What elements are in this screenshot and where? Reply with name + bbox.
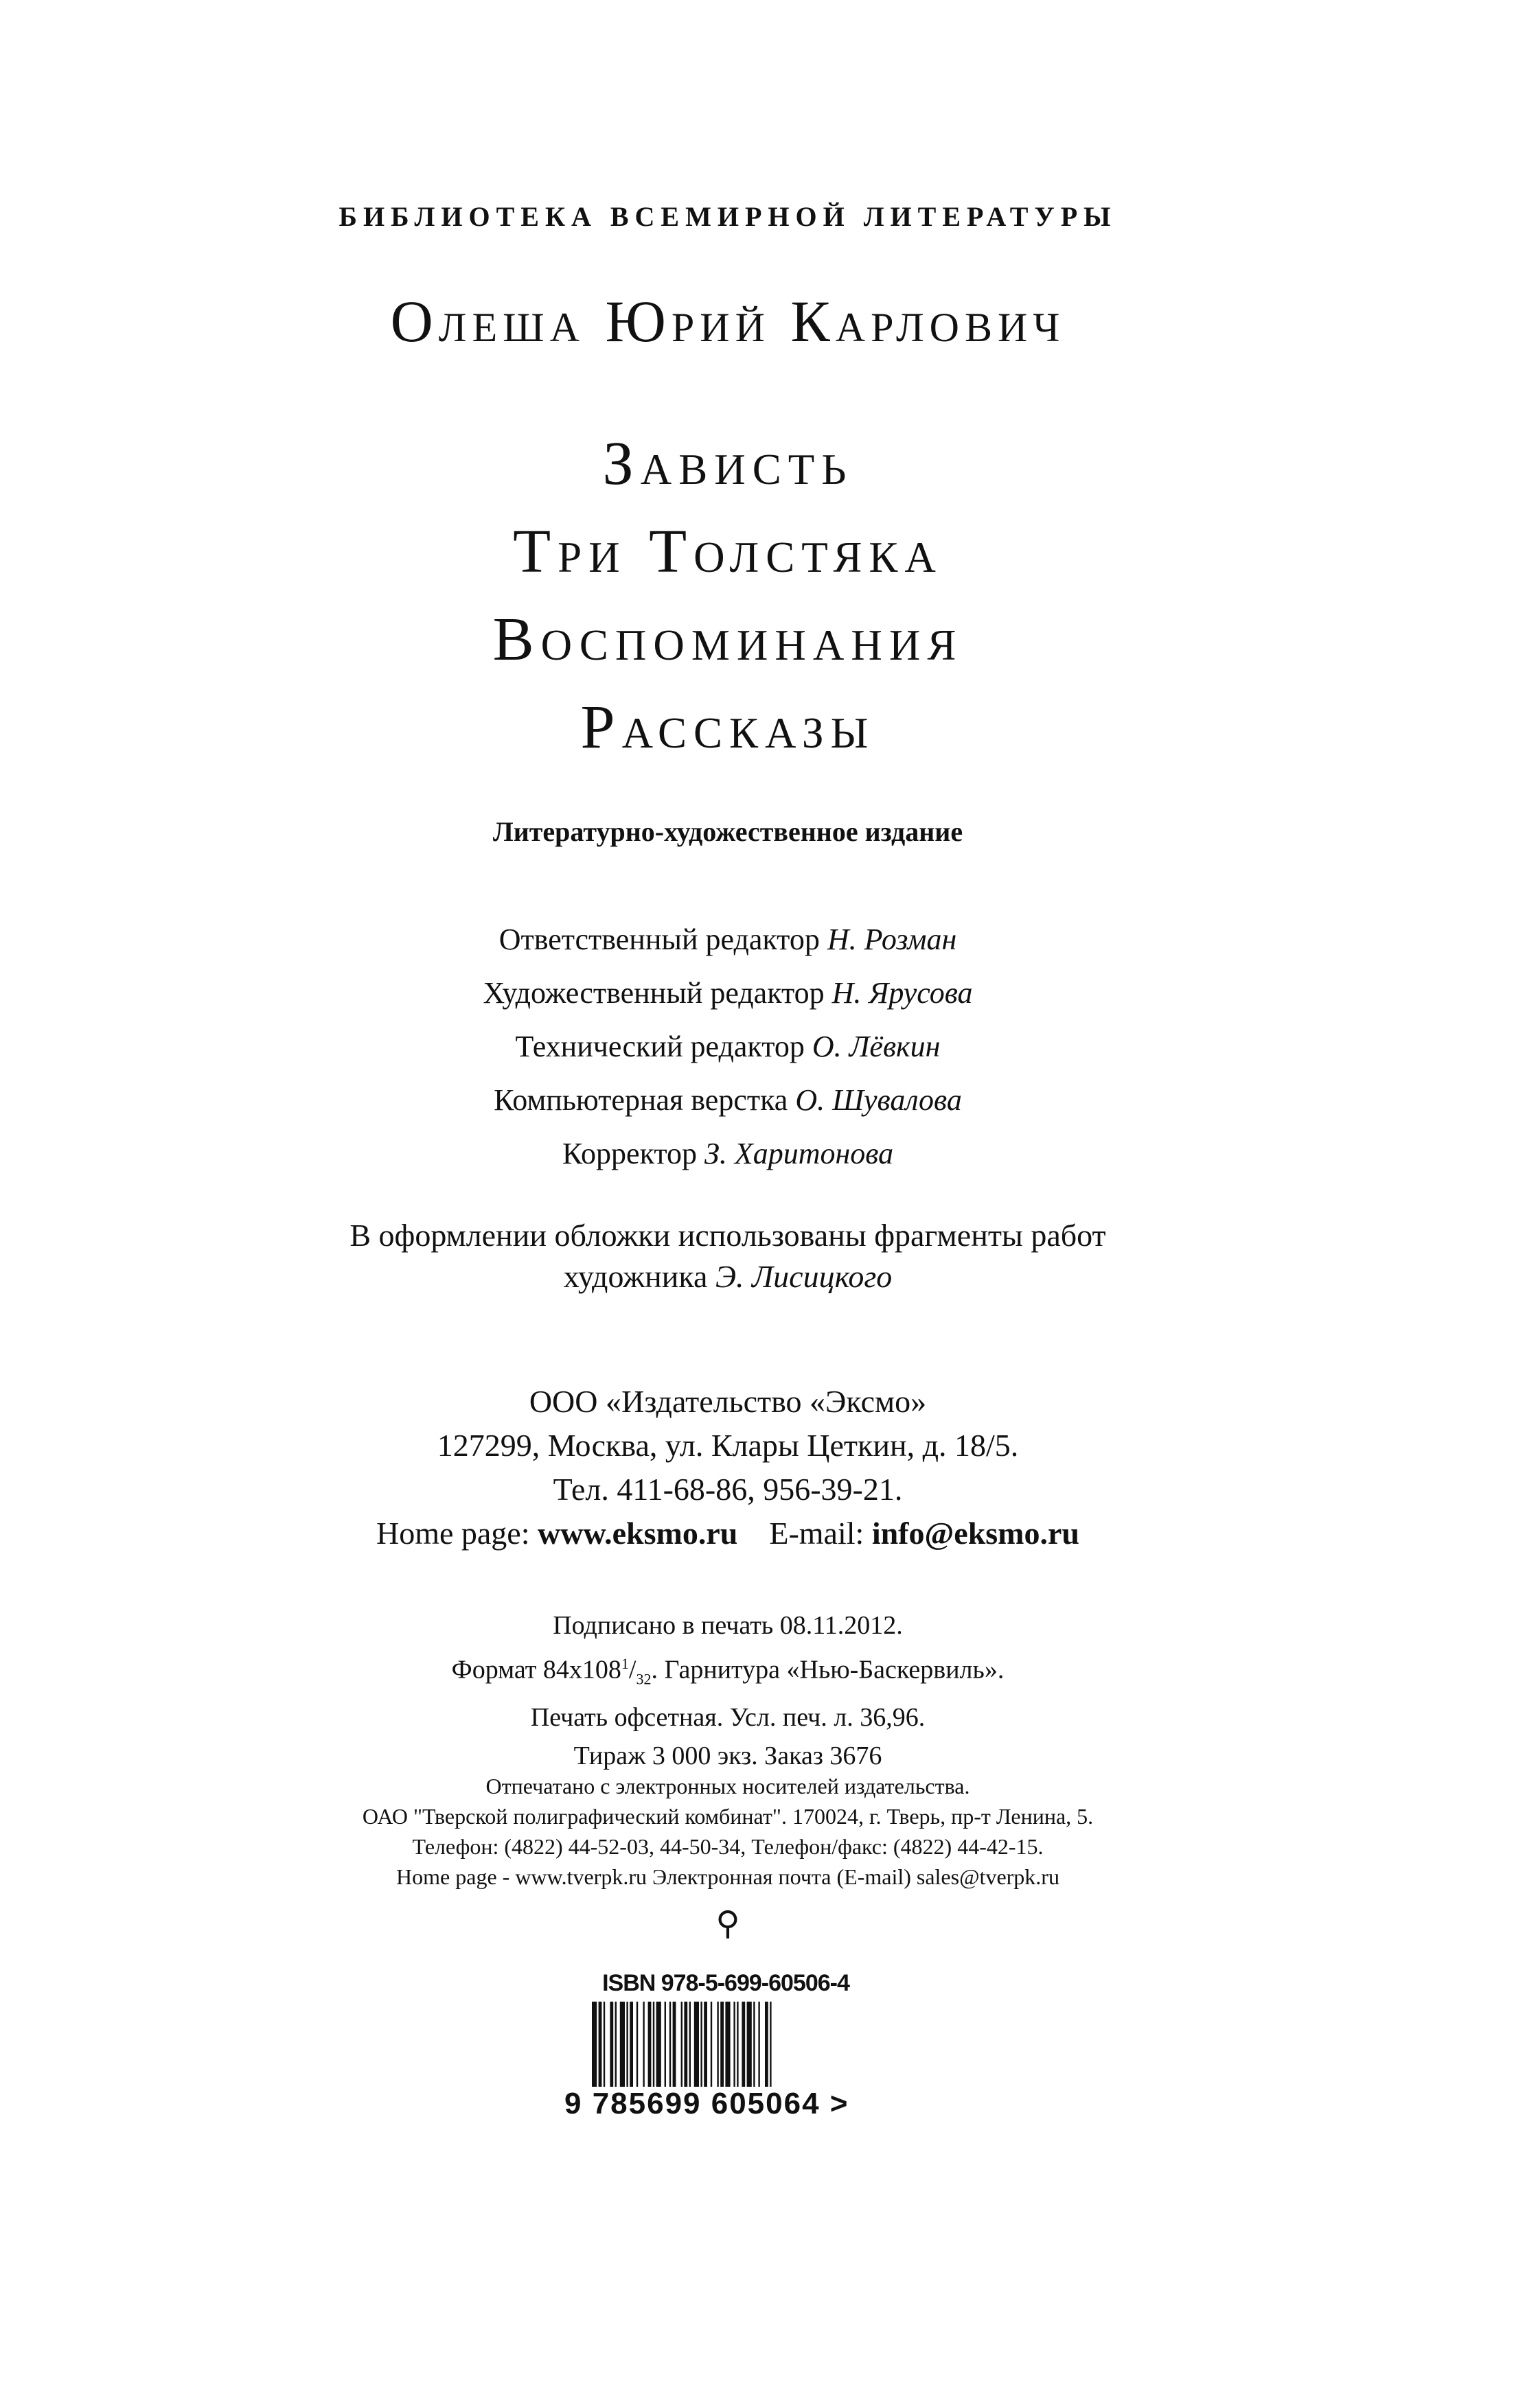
barcode-bar — [711, 2002, 712, 2087]
barcode-bar — [717, 2002, 718, 2087]
credit-name: О. Лёвкин — [812, 1030, 941, 1063]
printer-line: ОАО "Тверской полиграфический комбинат". 170024, г. Тверь, пр-т Ленина, 5. — [362, 1804, 1094, 1829]
format-line: Формат $84x108^1/_{32}$. Гарнитура «Нью-Баскервиль». — [451, 1655, 1005, 1688]
barcode-bar — [592, 2002, 597, 2087]
credit-line — [0, 913, 1456, 966]
barcode-bar — [620, 2002, 625, 2087]
author-name: Олеша Юрий Карлович — [390, 288, 1066, 354]
barcode-bar — [742, 2002, 745, 2087]
work-title: Воспоминания — [492, 605, 963, 673]
work-title: Рассказы — [580, 693, 875, 761]
cover-note — [0, 1215, 1456, 1297]
print-info-block — [0, 1606, 1456, 1775]
credit-name: О. Шувалова — [795, 1083, 962, 1117]
publisher-phone: Тел. 411-68-86, 956-39-21. — [553, 1472, 903, 1507]
credit-line — [0, 1074, 1456, 1127]
work-title: Зависть — [602, 430, 853, 498]
credit-role: Компьютерная верстка — [494, 1083, 788, 1117]
format-sup: 1 — [621, 1655, 629, 1672]
publisher-contacts — [0, 1512, 1456, 1555]
barcode-bar — [747, 2002, 752, 2087]
signed-line: Подписано в печать 08.11.2012. — [553, 1611, 903, 1640]
barcode-bar — [656, 2002, 661, 2087]
series-title: БИБЛИОТЕКА ВСЕМИРНОЙ ЛИТЕРАТУРЫ — [339, 201, 1117, 232]
credit-line — [0, 1127, 1456, 1181]
barcode-bar — [725, 2002, 730, 2087]
credit-name: Н. Розман — [827, 923, 957, 956]
cover-note-line: В оформлении обложки использованы фрагменты работ — [349, 1218, 1106, 1253]
credit-name: Н. Ярусова — [831, 976, 973, 1010]
printer-line: Home page - www.tverpk.ru Электронная почта (E-mail) sales@tverpk.ru — [396, 1864, 1059, 1889]
format-prefix: Формат 84x108 — [451, 1655, 621, 1685]
credit-name: З. Харитонова — [704, 1137, 894, 1170]
barcode-bar — [733, 2002, 735, 2087]
work-title: Три Толстяка — [513, 518, 943, 586]
publisher-address: 127299, Москва, ул. Клары Цеткин, д. 18/5. — [437, 1428, 1019, 1463]
barcode-bar — [758, 2002, 759, 2087]
publisher-block — [0, 1380, 1456, 1555]
works-list — [0, 420, 1456, 772]
run-line: Тираж 3 000 экз. Заказ 3676 — [573, 1741, 882, 1771]
email-link[interactable]: info@eksmo.ru — [871, 1516, 1080, 1551]
barcode-bar — [665, 2002, 666, 2087]
barcode-bar — [700, 2002, 702, 2087]
barcode-bar — [694, 2002, 699, 2087]
credit-role: Ответственный редактор — [498, 923, 820, 956]
isbn-number: ISBN 978-5-699-60506-4 — [602, 1970, 849, 1996]
format-sub: 32 — [636, 1670, 652, 1688]
genre-line: Литературно-художественное издание — [492, 816, 963, 847]
cover-note-line — [0, 1256, 1456, 1297]
print-line: Печать офсетная. Усл. печ. л. 36,96. — [530, 1703, 926, 1733]
barcode-bar — [669, 2002, 671, 2087]
barcode-icon — [564, 2002, 887, 2091]
barcode-bar — [681, 2002, 683, 2087]
printer-line: Телефон: (4822) 44-52-03, 44-50-34, Телефон/факс: (4822) 44-42-15. — [412, 1834, 1044, 1859]
credit-line — [0, 1020, 1456, 1074]
barcode-bar — [626, 2002, 628, 2087]
isbn-barcode-block — [564, 1970, 887, 2120]
barcode-bar — [689, 2002, 691, 2087]
barcode-bar — [704, 2002, 707, 2087]
ean-digits: 9 785699 605064 > — [564, 2087, 849, 2120]
barcode-bar — [643, 2002, 644, 2087]
credit-role: Корректор — [562, 1137, 698, 1170]
barcode-bar — [610, 2002, 613, 2087]
printer-block — [0, 1771, 1456, 1892]
credit-role: Художественный редактор — [483, 976, 825, 1010]
barcode-bar — [599, 2002, 602, 2087]
barcode-bar — [636, 2002, 638, 2087]
barcode-bar — [684, 2002, 687, 2087]
printer-logo-icon: ⚲ — [715, 1906, 740, 1942]
barcode-bar — [604, 2002, 605, 2087]
format-suffix: . Гарнитура «Нью-Баскервиль». — [651, 1655, 1005, 1685]
barcode-bar — [765, 2002, 768, 2087]
printer-line: Отпечатано с электронных носителей издательства. — [485, 1774, 970, 1798]
credit-role: Технический редактор — [515, 1030, 805, 1063]
barcode-bar — [648, 2002, 652, 2087]
barcode-bar — [653, 2002, 654, 2087]
barcode-bar — [720, 2002, 724, 2087]
barcode-bar — [753, 2002, 755, 2087]
barcode-bar — [770, 2002, 771, 2087]
barcode-bar — [673, 2002, 676, 2087]
barcode-bar — [615, 2002, 617, 2087]
barcode-bar — [737, 2002, 738, 2087]
credits-block — [0, 913, 1456, 1181]
barcode-bar — [630, 2002, 633, 2087]
home-page-link[interactable]: www.eksmo.ru — [538, 1516, 738, 1551]
publisher-name: ООО «Издательство «Эксмо» — [529, 1384, 927, 1419]
cover-note-prefix: художника — [563, 1259, 708, 1294]
credit-line — [0, 966, 1456, 1020]
cover-artist-name: Э. Лисицкого — [715, 1259, 893, 1294]
email-label: E-mail: — [769, 1516, 864, 1551]
home-page-label: Home page: — [376, 1516, 530, 1551]
